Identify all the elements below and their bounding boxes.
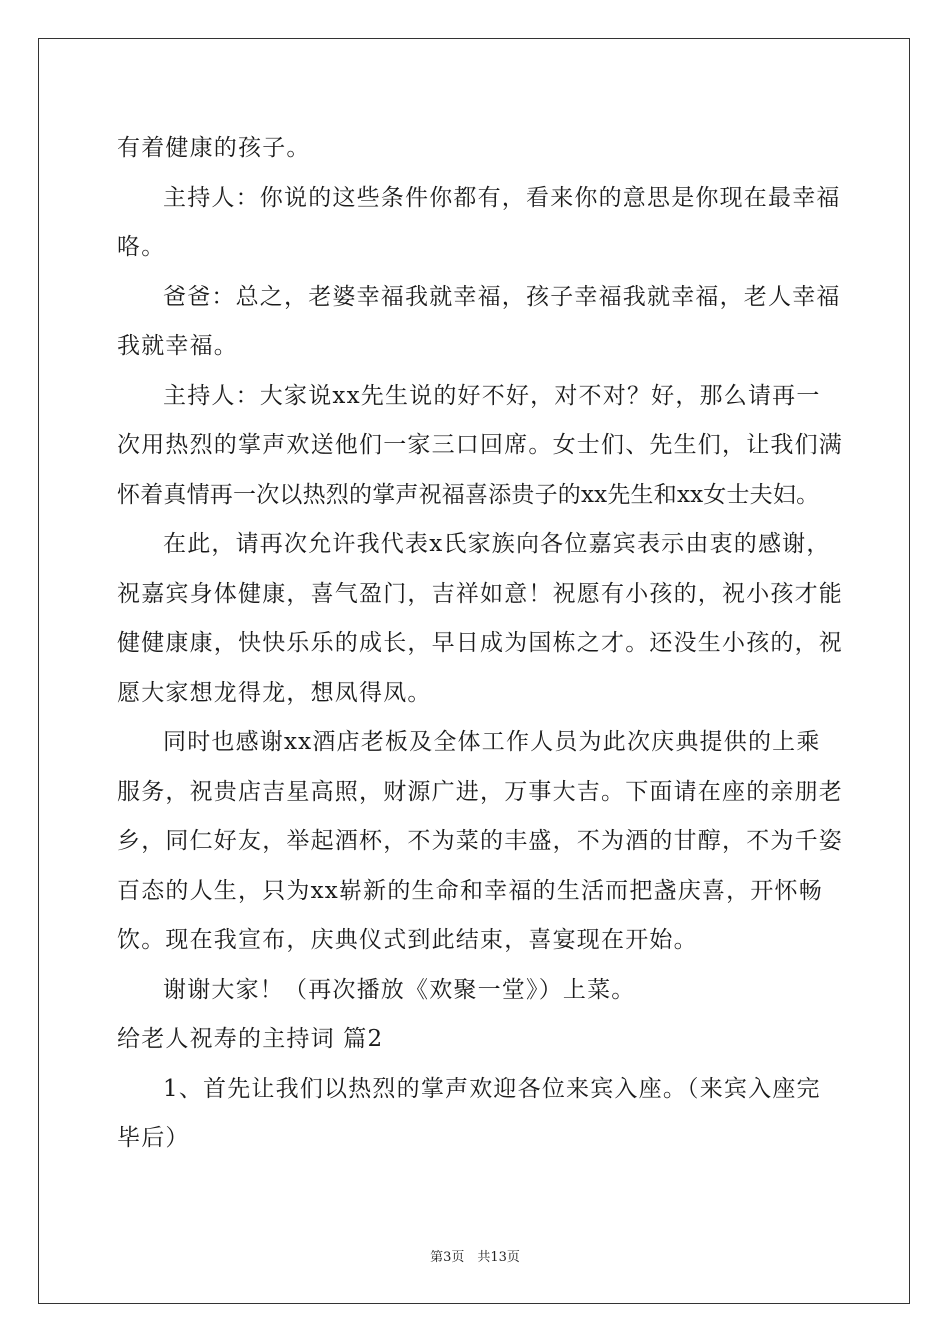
text-line: 毕后） <box>117 1125 190 1151</box>
text-line: 我就幸福。 <box>117 333 238 359</box>
text-line: 愿大家想龙得龙，想凤得凤。 <box>117 679 432 706</box>
section-heading: 给老人祝寿的主持词 篇2 <box>117 1026 384 1052</box>
text-line: 有着健康的孩子。 <box>117 135 311 161</box>
text-line: 主持人：大家说xx先生说的好不好，对不对？好，那么请再一 <box>163 382 821 409</box>
text-line: 健健康康，快快乐乐的成长，早日成为国栋之才。还没生小孩的，祝 <box>117 630 843 656</box>
text-line: 爸爸：总之，老婆幸福我就幸福，孩子幸福我就幸福，老人幸福 <box>163 283 841 310</box>
document-body <box>117 124 843 1164</box>
text-line: 谢谢大家！（再次播放《欢聚一堂》）上菜。 <box>163 976 636 1003</box>
text-line: 咯。 <box>117 234 166 260</box>
text-line: 服务，祝贵店吉星高照，财源广进，万事大吉。下面请在座的亲朋老 <box>117 778 843 805</box>
text-line: 乡，同仁好友，举起酒杯，不为菜的丰盛，不为酒的甘醇，不为千姿 <box>117 828 843 854</box>
text-line: 祝嘉宾身体健康，喜气盈门，吉祥如意！祝愿有小孩的，祝小孩才能 <box>117 580 843 607</box>
text-line: 百态的人生，只为xx崭新的生命和幸福的生活而把盏庆喜，开怀畅 <box>117 877 823 904</box>
page-number: 第3页 共13页 <box>430 1250 520 1265</box>
text-line: 主持人：你说的这些条件你都有，看来你的意思是你现在最幸福 <box>163 184 841 211</box>
text-line: 1、首先让我们以热烈的掌声欢迎各位来宾入座。（来宾入座完 <box>163 1075 821 1102</box>
text-line: 饮。现在我宣布，庆典仪式到此结束，喜宴现在开始。 <box>117 927 698 953</box>
text-line: 在此，请再次允许我代表x氏家族向各位嘉宾表示由衷的感谢， <box>163 531 831 557</box>
text-line: 怀着真情再一次以热烈的掌声祝福喜添贵子的xx先生和xx女士夫妇。 <box>117 481 820 508</box>
text-line: 同时也感谢xx酒店老板及全体工作人员为此次庆典提供的上乘 <box>163 729 821 755</box>
text-line: 次用热烈的掌声欢送他们一家三口回席。女士们、先生们，让我们满 <box>117 432 843 458</box>
